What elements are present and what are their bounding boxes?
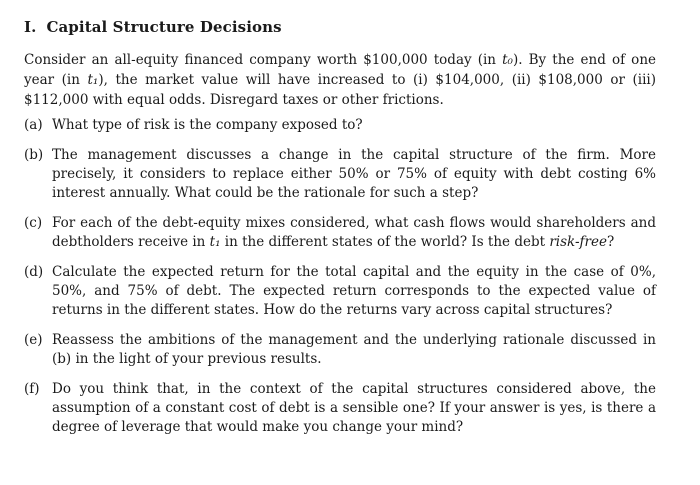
intro-t0: t₀ xyxy=(502,52,513,68)
question-c-part3: ? xyxy=(606,234,615,250)
intro-text-3: ), the market value will have increased to (i) $104,000, (ii) $108,000 or (iii) $112,000 with equal odds. Disregard taxes or other frictions. xyxy=(24,72,656,108)
question-c-part1: For each of the debt-equity mixes considered, what cash flows would shareholders and debtholders receive in xyxy=(52,215,656,250)
question-f xyxy=(24,380,656,437)
question-c-part2: in the different states of the world? Is the debt xyxy=(220,234,550,250)
intro-paragraph xyxy=(24,50,656,110)
question-c-text xyxy=(52,214,656,252)
question-e xyxy=(24,331,656,369)
question-b-text: The management discusses a change in the capital structure of the firm. More precisely, it considers to replace either 50% or 75% of equity with debt costing 6% interest annually. What could be the rationale for such a step? xyxy=(52,147,656,201)
question-a xyxy=(24,116,656,135)
question-a-label: (a) xyxy=(24,117,43,133)
question-d-label: (d) xyxy=(24,264,44,280)
question-c-label: (c) xyxy=(24,215,43,231)
intro-text-1: Consider an all-equity financed company worth $100,000 today (in xyxy=(24,52,503,68)
section-title: Capital Structure Decisions xyxy=(46,18,282,36)
question-b xyxy=(24,146,656,203)
section-heading xyxy=(24,18,656,36)
question-e-label: (e) xyxy=(24,332,43,348)
question-b-label: (b) xyxy=(24,147,44,163)
question-d xyxy=(24,263,656,320)
question-c-t1: t₁ xyxy=(209,234,221,250)
question-f-text: Do you think that, in the context of the capital structures considered above, the assumption of a constant cost of debt is a sensible one? If your answer is yes, is there a degree of leverage that would make you change your mind? xyxy=(52,381,656,435)
section-number: I. xyxy=(24,18,37,36)
question-a-text: What type of risk is the company exposed to? xyxy=(52,117,363,133)
question-c xyxy=(24,214,656,252)
intro-t1: t₁ xyxy=(87,72,99,88)
question-f-label: (f) xyxy=(24,381,40,397)
question-e-text: Reassess the ambitions of the management and the underlying rationale discussed in (b) in the light of your previous results. xyxy=(52,332,656,367)
question-c-emphasis: risk-free xyxy=(549,234,607,250)
question-d-text: Calculate the expected return for the total capital and the equity in the case of 0%, 50%, and 75% of debt. The expected return corresponds to the expected value of returns in the different states. How do the returns vary across capital structures? xyxy=(52,264,656,318)
intro-text-2: ). By the end of one year (in xyxy=(24,52,656,88)
